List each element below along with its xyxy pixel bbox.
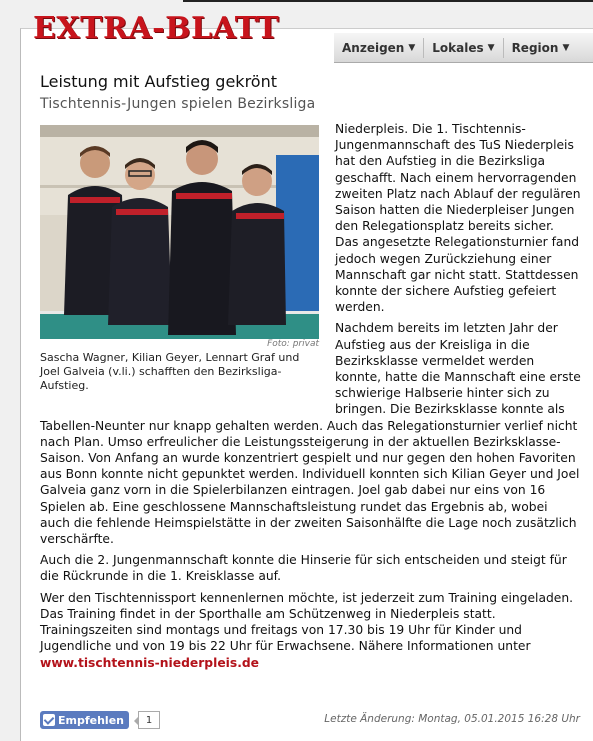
caret-down-icon: ▼ <box>408 42 416 53</box>
article-paragraph: Nachdem bereits im letzten Jahr der Aufstieg aus der Kreisliga in die Bezirksklasse vermeldet werden konnte, hatte die Mannschaft eine erste schwierige Halbserie hinter sich zu bringen. Die Bezirksklasse konnte als Tabellen-Neunter nur knapp gehalten werden. Auch das Relegationsturnier verlief nicht nach Plan. Umso erfreulicher die Leistungssteigerung in der aktuellen Bezirksklasse-Saison. Von Anfang an wurde konzentriert gespielt und nur gegen den hohen Favoriten aus Bonn konnte nicht gepunktet werden. Individuell konnten sich Kilian Geyer und Joel Galveia ganz vorn in die Spielerbilanzen eintragen. Joel gab dabei nur eins von 16 Spielen ab. Eine geschlossene Mannschaftsleistung rundet das Ergebnis ab, wobei auch die fehlende Heimspielstätte in der zweiten Saisonhälfte die Lage noch zusätzlich verschärfte. <box>40 321 581 547</box>
article-paragraph: Niederpleis. Die 1. Tischtennis-Jungenmannschaft des TuS Niederpleis hat den Aufstieg in die Bezirksliga geschafft. Nach einem hervorragenden zweiten Platz nach Ablauf der regulären Saison hatten die Niederpleiser Jungen den Relegationsplatz bereits sicher. Das angesetzte Relegationsturnier fand jedoch wegen Zurückziehung einer Mannschaft gar nicht statt. Stattdessen konnte der sichere Aufstieg gefeiert werden. <box>335 122 581 315</box>
checkmark-icon <box>43 714 55 726</box>
article-paragraph-text: Wer den Tischtennissport kennenlernen möchte, ist jederzeit zum Training eingeladen. Das Training findet in der Sporthalle am Schützenweg in Niederpleis statt. Trainingszeiten sind montags und freitags von 17.30 bis 19 Uhr für Kinder und Jugendliche und von 19 bis 22 Uhr für Erwachsene. Nähere Informationen unter <box>40 590 574 654</box>
article-page <box>20 11 593 741</box>
recommend-count: 1 <box>138 711 160 729</box>
article-paragraph <box>40 590 581 671</box>
article-subtitle: Tischtennis-Jungen spielen Bezirksliga <box>40 96 316 112</box>
main-nav <box>334 33 593 63</box>
caret-down-icon: ▼ <box>562 42 570 53</box>
recommend-label: Empfehlen <box>58 713 124 727</box>
nav-item-lokales[interactable] <box>424 41 502 55</box>
top-rule <box>183 0 593 2</box>
team-photo-illustration <box>40 125 319 339</box>
nav-item-label: Lokales <box>432 40 484 55</box>
site-logo[interactable]: EXTRA-BLATT <box>33 11 280 46</box>
nav-item-label: Region <box>511 40 559 55</box>
last-modified: Letzte Änderung: Montag, 05.01.2015 16:28 Uhr <box>324 713 580 725</box>
article-paragraph: Auch die 2. Jungenmannschaft konnte die Hinserie für sich entscheiden und steigt für die Rückrunde in die 1. Kreisklasse auf. <box>40 553 567 584</box>
nav-item-anzeigen[interactable] <box>334 41 423 55</box>
nav-item-label: Anzeigen <box>342 40 405 55</box>
club-website-link[interactable]: www.tischtennis-niederpleis.de <box>40 655 260 670</box>
site-header <box>21 11 593 61</box>
caret-down-icon: ▼ <box>487 42 495 53</box>
team-photo[interactable] <box>40 125 319 339</box>
recommend-button[interactable] <box>40 711 129 729</box>
photo-caption: Sascha Wagner, Kilian Geyer, Lennart Graf und Joel Galveia (v.li.) schafften den Bezirksliga-Aufstieg. <box>40 351 300 392</box>
article-title: Leistung mit Aufstieg gekrönt <box>40 72 277 91</box>
nav-item-region[interactable] <box>504 41 578 55</box>
article-footer <box>40 707 580 731</box>
photo-credit: Foto: privat <box>267 339 319 349</box>
